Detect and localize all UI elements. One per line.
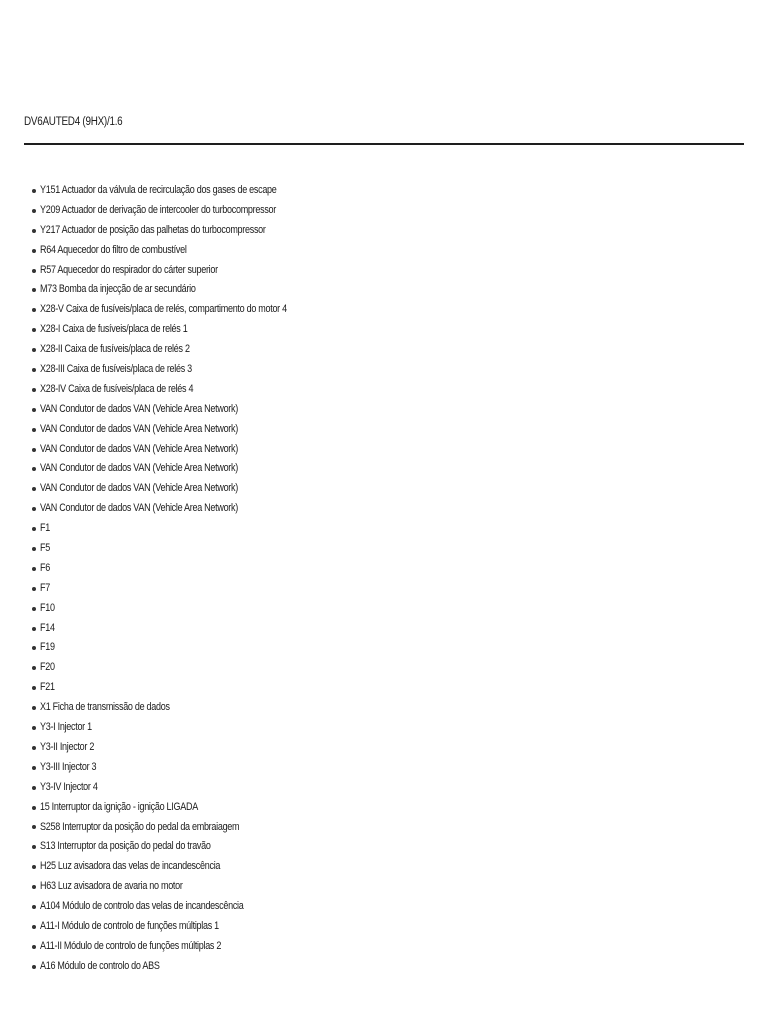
- bullet-icon: [32, 328, 36, 332]
- bullet-icon: [32, 507, 36, 511]
- list-item-label: X1 Ficha de transmissão de dados: [40, 701, 170, 714]
- list-item: [32, 857, 341, 877]
- list-item: [32, 261, 341, 281]
- bullet-icon: [32, 308, 36, 312]
- list-item-label: Y3-II Injector 2: [40, 740, 95, 753]
- bullet-icon: [32, 945, 36, 949]
- list-item: [32, 778, 341, 798]
- list-item: [32, 658, 341, 678]
- bullet-icon: [32, 766, 36, 770]
- bullet-icon: [32, 249, 36, 253]
- list-item-label: F20: [40, 661, 55, 674]
- bullet-icon: [32, 209, 36, 213]
- list-item: [32, 420, 341, 440]
- list-item-label: F5: [40, 542, 50, 555]
- bullet-icon: [32, 706, 36, 710]
- list-item-label: 15 Interruptor da ignição - ignição LIGADA: [40, 800, 198, 813]
- list-item: [32, 698, 341, 718]
- list-item: [32, 579, 341, 599]
- list-item-label: Y217 Actuador de posição das palhetas do turbocompressor: [40, 223, 266, 236]
- list-item-label: F6: [40, 561, 50, 574]
- list-item: [32, 758, 341, 778]
- document-title: DV6AUTED4 (9HX)/1.6: [24, 116, 123, 128]
- bullet-icon: [32, 487, 36, 491]
- bullet-icon: [32, 925, 36, 929]
- list-item: [32, 221, 341, 241]
- list-item-label: X28-IV Caixa de fusíveis/placa de relés 4: [40, 382, 194, 395]
- bullet-icon: [32, 269, 36, 273]
- list-item: [32, 360, 341, 380]
- list-item-label: VAN Condutor de dados VAN (Vehicle Area Network): [40, 442, 238, 455]
- list-item: [32, 280, 341, 300]
- list-item-label: VAN Condutor de dados VAN (Vehicle Area Network): [40, 502, 238, 515]
- list-item-label: F1: [40, 522, 50, 535]
- list-item: [32, 837, 341, 857]
- bullet-icon: [32, 587, 36, 591]
- list-item: [32, 241, 341, 261]
- list-item: [32, 459, 341, 479]
- bullet-icon: [32, 965, 36, 969]
- header-divider: [24, 143, 744, 145]
- list-item: [32, 400, 341, 420]
- list-item: [32, 897, 341, 917]
- bullet-icon: [32, 786, 36, 790]
- list-item: [32, 559, 341, 579]
- list-item: [32, 300, 341, 320]
- list-item: [32, 599, 341, 619]
- list-item-label: Y3-IV Injector 4: [40, 780, 98, 793]
- list-item: [32, 877, 341, 897]
- list-item-label: X28-III Caixa de fusíveis/placa de relés 3: [40, 363, 192, 376]
- bullet-icon: [32, 885, 36, 889]
- list-item-label: R64 Aquecedor do filtro de combustível: [40, 243, 187, 256]
- list-item-label: F10: [40, 601, 55, 614]
- bullet-icon: [32, 607, 36, 611]
- list-item-label: VAN Condutor de dados VAN (Vehicle Area Network): [40, 402, 238, 415]
- bullet-icon: [32, 845, 36, 849]
- list-item-label: A104 Módulo de controlo das velas de incandescência: [40, 900, 244, 913]
- list-item-label: S13 Interruptor da posição do pedal do travão: [40, 840, 211, 853]
- list-item: [32, 937, 341, 957]
- list-item-label: A11-I Módulo de controlo de funções múltiplas 1: [40, 919, 219, 932]
- list-item: [32, 201, 341, 221]
- bullet-icon: [32, 348, 36, 352]
- list-item: [32, 818, 341, 838]
- list-item: [32, 380, 341, 400]
- bullet-icon: [32, 189, 36, 193]
- list-item: [32, 678, 341, 698]
- bullet-icon: [32, 865, 36, 869]
- list-item-label: H25 Luz avisadora das velas de incandescência: [40, 860, 221, 873]
- list-item-label: S258 Interruptor da posição do pedal da embraiagem: [40, 820, 240, 833]
- list-item-label: Y3-I Injector 1: [40, 721, 92, 734]
- list-item: [32, 718, 341, 738]
- list-item: [32, 638, 341, 658]
- list-item-label: VAN Condutor de dados VAN (Vehicle Area Network): [40, 482, 238, 495]
- bullet-icon: [32, 428, 36, 432]
- list-item: [32, 957, 341, 977]
- list-item-label: X28-I Caixa de fusíveis/placa de relés 1: [40, 323, 188, 336]
- bullet-icon: [32, 825, 36, 829]
- list-item: [32, 181, 341, 201]
- bullet-icon: [32, 746, 36, 750]
- list-item-label: X28-II Caixa de fusíveis/placa de relés 2: [40, 343, 190, 356]
- list-item-label: M73 Bomba da injecção de ar secundário: [40, 283, 196, 296]
- list-item: [32, 738, 341, 758]
- list-item: [32, 340, 341, 360]
- list-item-label: F7: [40, 581, 50, 594]
- list-item: [32, 440, 341, 460]
- list-item: [32, 619, 341, 639]
- component-list: [32, 181, 341, 977]
- list-item-label: F14: [40, 621, 55, 634]
- bullet-icon: [32, 627, 36, 631]
- list-item-label: Y209 Actuador de derivação de intercooler do turbocompressor: [40, 203, 276, 216]
- list-item-label: X28-V Caixa de fusíveis/placa de relés, compartimento do motor 4: [40, 303, 287, 316]
- list-item-label: Y3-III Injector 3: [40, 760, 97, 773]
- bullet-icon: [32, 567, 36, 571]
- bullet-icon: [32, 527, 36, 531]
- bullet-icon: [32, 388, 36, 392]
- list-item-label: A16 Módulo de controlo do ABS: [40, 959, 160, 972]
- list-item: [32, 479, 341, 499]
- bullet-icon: [32, 368, 36, 372]
- bullet-icon: [32, 905, 36, 909]
- list-item-label: F19: [40, 641, 55, 654]
- list-item-label: VAN Condutor de dados VAN (Vehicle Area Network): [40, 422, 238, 435]
- bullet-icon: [32, 448, 36, 452]
- list-item: [32, 917, 341, 937]
- list-item: [32, 320, 341, 340]
- list-item-label: VAN Condutor de dados VAN (Vehicle Area Network): [40, 462, 238, 475]
- list-item-label: H63 Luz avisadora de avaria no motor: [40, 880, 183, 893]
- list-item: [32, 519, 341, 539]
- bullet-icon: [32, 726, 36, 730]
- bullet-icon: [32, 646, 36, 650]
- list-item-label: R57 Aquecedor do respirador do cárter superior: [40, 263, 218, 276]
- bullet-icon: [32, 806, 36, 810]
- bullet-icon: [32, 229, 36, 233]
- bullet-icon: [32, 547, 36, 551]
- list-item-label: Y151 Actuador da válvula de recirculação dos gases de escape: [40, 184, 277, 196]
- list-item-label: F21: [40, 681, 55, 694]
- list-item: [32, 798, 341, 818]
- bullet-icon: [32, 666, 36, 670]
- bullet-icon: [32, 288, 36, 292]
- list-item: [32, 499, 341, 519]
- list-item: [32, 539, 341, 559]
- bullet-icon: [32, 408, 36, 412]
- list-item-label: A11-II Módulo de controlo de funções múltiplas 2: [40, 939, 222, 952]
- bullet-icon: [32, 467, 36, 471]
- bullet-icon: [32, 686, 36, 690]
